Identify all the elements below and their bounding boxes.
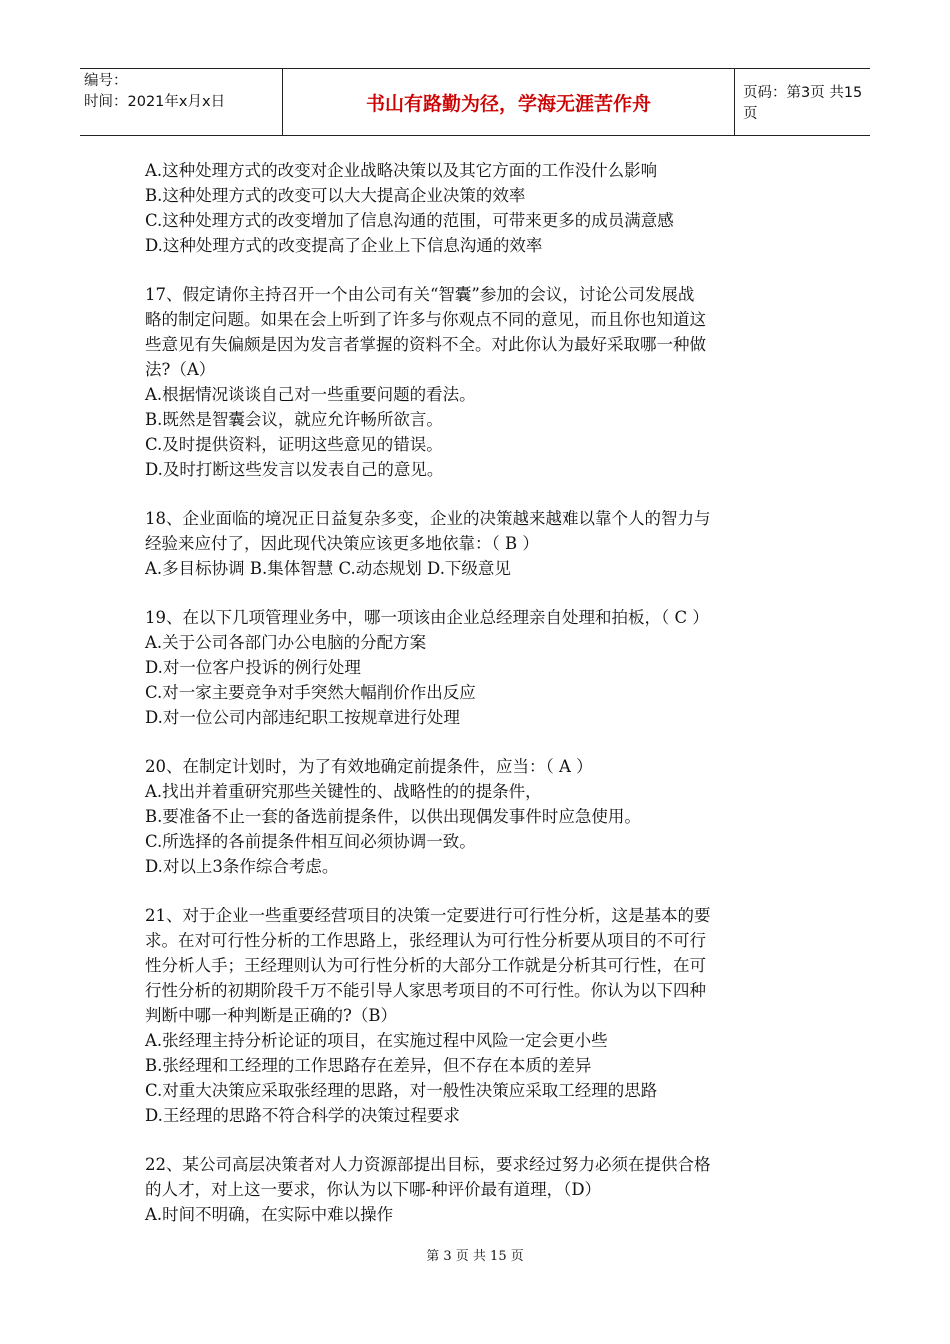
text-line: C.所选择的各前提条件相互间必须协调一致。 [145,832,476,851]
header-motto [283,69,735,135]
text-line: B.要准备不止一套的备选前提条件，以供出现偶发事件时应急使用。 [145,807,641,826]
text-line: A.张经理主持分析论证的项目，在实施过程中风险一定会更小些 [145,1031,608,1050]
question-block [145,506,810,581]
text-line: 20、在制定计划时，为了有效地确定前提条件，应当：（ A ） [145,757,593,776]
paragraph-gap [145,879,810,903]
text-line: A.根据情况谈谈自己对一些重要问题的看法。 [145,385,476,404]
text-line: A.多目标协调 B.集体智慧 C.动态规划 D.下级意见 [145,559,511,578]
document-body [145,158,810,1227]
header-page-info [735,69,870,135]
text-line: C.对重大决策应采取张经理的思路，对一般性决策应采取工经理的思路 [145,1081,658,1100]
paragraph-gap [145,482,810,506]
footer-page-number: 第 3 页 共 15 页 [426,1249,524,1264]
text-line: C.对一家主要竞争对手突然大幅削价作出反应 [145,683,476,702]
text-line: D.这种处理方式的改变提高了企业上下信息沟通的效率 [145,236,543,255]
paragraph-gap [145,258,810,282]
page-header [80,68,870,136]
text-line: 18、企业面临的境况正日益复杂多变，企业的决策越来越难以靠个人的智力与 [145,509,711,528]
question-block [145,605,810,730]
motto-text: 书山有路勤为径，学海无涯苦作舟 [365,92,651,115]
text-line: D.对一位客户投诉的例行处理 [145,658,361,677]
text-line: A.找出并着重研究那些关键性的、战略性的的提条件， [145,782,542,801]
text-line: A.关于公司各部门办公电脑的分配方案 [145,633,427,652]
question-block [145,754,810,879]
question-block [145,158,810,258]
paragraph-gap [145,1128,810,1152]
text-line: A.这种处理方式的改变对企业战略决策以及其它方面的工作没什么影响 [145,161,658,180]
text-line: 19、在以下几项管理业务中，哪一项该由企业总经理亲自处理和拍板，（ C ） [145,608,709,627]
text-line: 略的制定问题。如果在会上听到了许多与你观点不同的意见，而且你也知道这 [145,310,706,329]
text-line: D.对以上3条作综合考虑。 [145,857,339,876]
text-line: B.张经理和工经理的工作思路存在差异，但不存在本质的差异 [145,1056,592,1075]
text-line: 21、对于企业一些重要经营项目的决策一定要进行可行性分析，这是基本的要 [145,906,711,925]
question-block [145,903,810,1128]
page-footer [0,1245,950,1264]
text-line: B.这种处理方式的改变可以大大提高企业决策的效率 [145,186,526,205]
text-line: C.及时提供资料，证明这些意见的错误。 [145,435,443,454]
text-line: 性分析人手；王经理则认为可行性分析的大部分工作就是分析其可行性，在可 [145,956,706,975]
text-line: 行性分析的初期阶段千万不能引导人家思考项目的不可行性。你认为以下四种 [145,981,706,1000]
text-line: 17、假定请你主持召开一个由公司有关“智囊”参加的会议，讨论公司发展战 [145,285,695,304]
document-time-label: 时间：2021年x月x日 [84,94,226,110]
text-line: D.王经理的思路不符合科学的决策过程要求 [145,1106,460,1125]
text-line: 判断中哪一种判断是正确的?（B） [145,1006,397,1025]
text-line: 求。在对可行性分析的工作思路上，张经理认为可行性分析要从项目的不可行 [145,931,706,950]
paragraph-gap [145,730,810,754]
text-line: 的人才，对上这一要求，你认为以下哪-种评价最有道理，（D） [145,1180,602,1199]
text-line: D.及时打断这些发言以发表自己的意见。 [145,460,444,479]
text-line: 经验来应付了，因此现代决策应该更多地依靠：（ B ） [145,534,539,553]
document-number-label: 编号： [84,73,128,89]
text-line: C.这种处理方式的改变增加了信息沟通的范围，可带来更多的成员满意感 [145,211,674,230]
text-line: D.对一位公司内部违纪职工按规章进行处理 [145,708,460,727]
text-line: 法?（A） [145,360,216,379]
page-number-label: 页码：第3页 共15页 [743,85,863,122]
text-line: A.时间不明确，在实际中难以操作 [145,1205,394,1224]
question-block [145,1152,810,1227]
text-line: B.既然是智囊会议，就应允许畅所欲言。 [145,410,443,429]
paragraph-gap [145,581,810,605]
header-meta [80,69,283,135]
text-line: 些意见有失偏颇是因为发言者掌握的资料不全。对此你认为最好采取哪一种做 [145,335,706,354]
text-line: 22、某公司高层决策者对人力资源部提出目标，要求经过努力必须在提供合格 [145,1155,711,1174]
question-block [145,282,810,482]
